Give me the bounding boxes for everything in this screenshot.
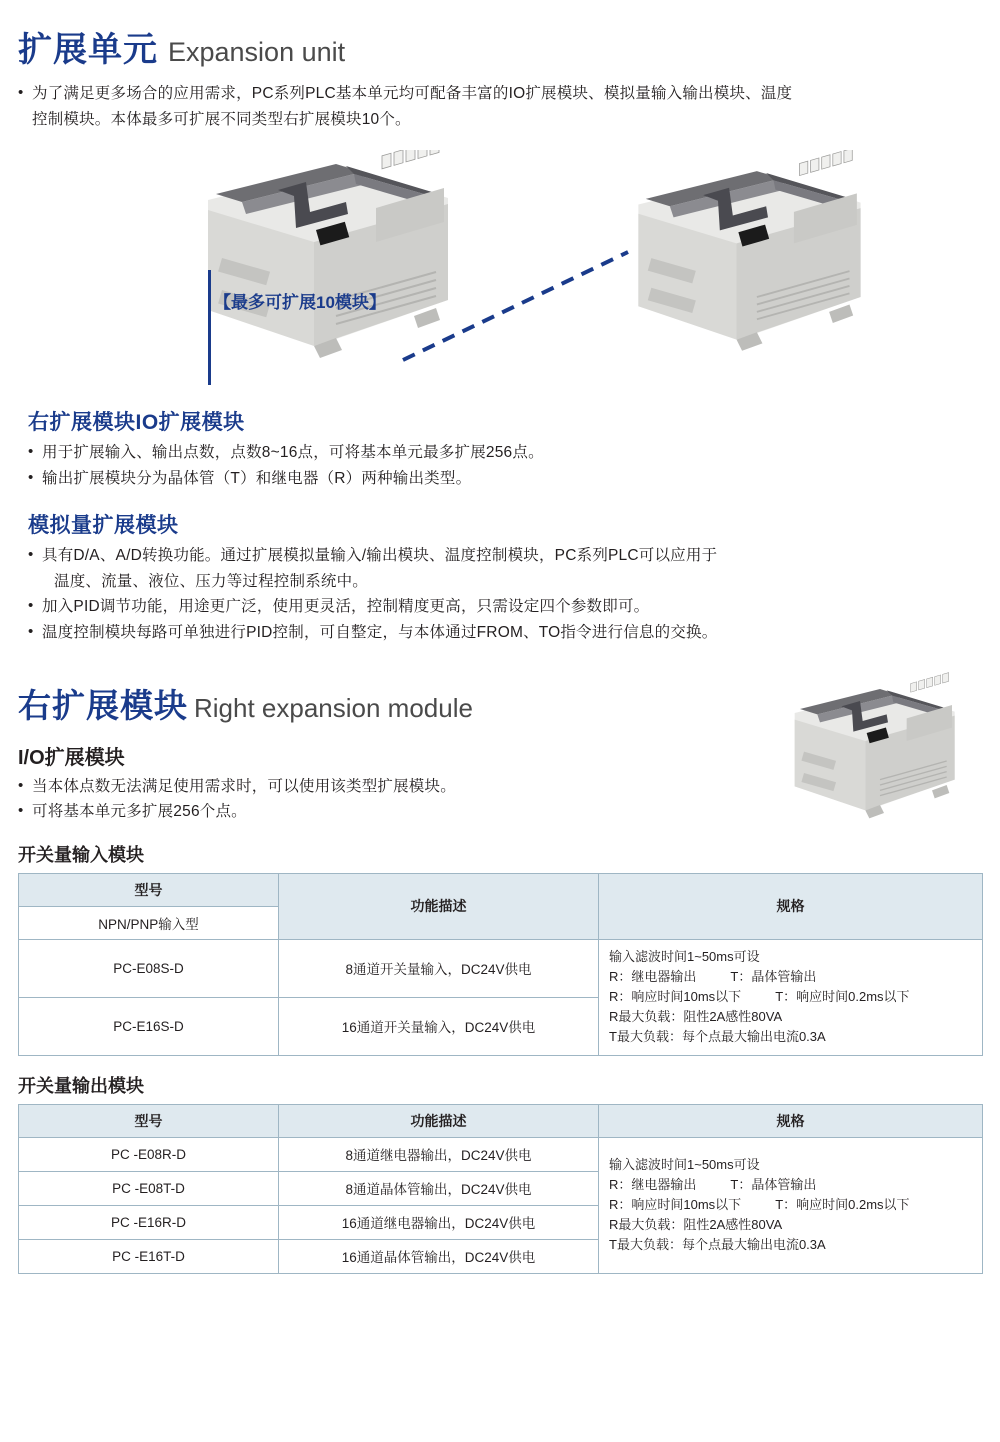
table-header-row <box>19 1104 983 1137</box>
product-image-row <box>18 140 982 390</box>
io-expansion-bullets <box>28 440 982 491</box>
section2-title-en: Right expansion module <box>194 692 473 723</box>
table-header-row <box>19 873 983 906</box>
table1-row1-model: PC-E08S-D <box>19 939 279 997</box>
io-module-heading: I/O扩展模块 <box>18 746 125 769</box>
table2-row4-model: PC -E16T-D <box>19 1239 279 1273</box>
io-bullet-1: • 用于扩展输入、输出点数，点数8~16点，可将基本单元最多扩展256点。 <box>28 440 982 466</box>
expansion-count-badge: 【最多可扩展10模块】 <box>214 293 386 313</box>
analog-expansion-bullets <box>28 543 982 645</box>
table-row <box>19 939 983 997</box>
t1-spec-line-4: R：响应时间10ms以下 <box>609 989 742 1005</box>
t2-spec-line-4: R：响应时间10ms以下 <box>609 1197 742 1213</box>
digital-input-module-table <box>18 873 983 1056</box>
t2-spec-line-5: T：响应时间0.2ms以下 <box>775 1197 910 1213</box>
analog-bullet-1-cont: 温度、流量、液位、压力等过程控制系统中。 <box>54 572 369 590</box>
intro-bullet-line1: • 为了满足更多场合的应用需求，PC系列PLC基本单元均可配备丰富的IO扩展模块、模拟量输入输出模块、温度 <box>18 81 982 107</box>
table2-header-model: 型号 <box>19 1104 279 1137</box>
table1-header-function: 功能描述 <box>279 873 599 939</box>
table1-row2-function: 16通道开关量输入，DC24V供电 <box>279 997 599 1055</box>
subheading-analog-expansion: 模拟量扩展模块 <box>28 514 179 538</box>
t2-spec-line-7: T最大负载：每个点最大输出电流0.3A <box>609 1237 826 1253</box>
subheading-io-expansion: 右扩展模块IO扩展模块 <box>28 411 245 435</box>
table2-row3-function: 16通道继电器输出，DC24V供电 <box>279 1205 599 1239</box>
t1-spec-line-6: R最大负载：阻性2A感性80VA <box>609 1009 783 1025</box>
dashed-connector-icon <box>388 240 648 370</box>
t2-spec-line-6: R最大负载：阻性2A感性80VA <box>609 1217 783 1233</box>
analog-bullet-3: • 温度控制模块每路可单独进行PID控制，可自整定，与本体通过FROM、TO指令进行信息的交换。 <box>28 620 982 646</box>
t2-spec-line-3: T：晶体管输出 <box>730 1176 817 1192</box>
document-page <box>0 22 1000 1442</box>
table1-header-model: 型号 <box>19 873 279 906</box>
io-bullet-2: • 输出扩展模块分为晶体管（T）和继电器（R）两种输出类型。 <box>28 466 982 492</box>
section2-bullet-2: • 可将基本单元多扩展256个点。 <box>18 799 982 825</box>
section1-title <box>18 22 982 71</box>
t1-spec-line-3: T：晶体管输出 <box>730 968 817 984</box>
t1-spec-line-5: T：响应时间0.2ms以下 <box>775 989 910 1005</box>
table2-header-function: 功能描述 <box>279 1104 599 1137</box>
section2 <box>18 680 982 1274</box>
section2-bullet-1: • 当本体点数无法满足使用需求时，可以使用该类型扩展模块。 <box>18 774 982 800</box>
table2-row2-model: PC -E08T-D <box>19 1171 279 1205</box>
table2-row2-function: 8通道晶体管输出，DC24V供电 <box>279 1171 599 1205</box>
section1-intro-bullets <box>18 81 982 132</box>
t1-spec-line-2: R：继电器输出 <box>609 968 697 984</box>
table1-header-spec: 规格 <box>599 873 983 939</box>
table1-subheader-input-type: NPN/PNP输入型 <box>19 906 279 939</box>
table2-row1-model: PC -E08R-D <box>19 1137 279 1171</box>
intro-bullet-line2: 控制模块。本体最多可扩展不同类型右扩展模块10个。 <box>32 110 411 128</box>
t1-spec-line-1: 输入滤波时间1~50ms可设 <box>609 948 760 964</box>
table2-header-spec: 规格 <box>599 1104 983 1137</box>
table1-row1-function: 8通道开关量输入，DC24V供电 <box>279 939 599 997</box>
table1-caption: 开关量输入模块 <box>18 844 144 865</box>
callout-rule <box>208 270 211 385</box>
plc-expansion-unit-image <box>618 150 868 370</box>
digital-output-module-table <box>18 1104 983 1274</box>
table2-row3-model: PC -E16R-D <box>19 1205 279 1239</box>
table2-row4-function: 16通道晶体管输出，DC24V供电 <box>279 1239 599 1273</box>
section1-title-en: Expansion unit <box>168 37 346 67</box>
table2-row1-function: 8通道继电器输出，DC24V供电 <box>279 1137 599 1171</box>
t1-spec-line-7: T最大负载：每个点最大输出电流0.3A <box>609 1029 826 1045</box>
table2-spec-cell <box>599 1137 983 1273</box>
t2-spec-line-2: R：继电器输出 <box>609 1176 697 1192</box>
analog-bullet-2: • 加入PID调节功能，用途更广泛，使用更灵活，控制精度更高，只需设定四个参数即可。 <box>28 594 982 620</box>
analog-bullet-1: • 具有D/A、A/D转换功能。通过扩展模拟量输入/输出模块、温度控制模块，PC系列PLC可以应用于 <box>28 543 982 569</box>
section1-title-cn: 扩展单元 <box>18 31 158 69</box>
t2-spec-line-1: 输入滤波时间1~50ms可设 <box>609 1156 760 1172</box>
table1-spec-cell <box>599 939 983 1055</box>
table2-caption: 开关量输出模块 <box>18 1075 144 1096</box>
section2-title-cn: 右扩展模块 <box>18 686 188 724</box>
table1-row2-model: PC-E16S-D <box>19 997 279 1055</box>
section2-bullets <box>18 774 982 825</box>
table-row <box>19 1137 983 1171</box>
